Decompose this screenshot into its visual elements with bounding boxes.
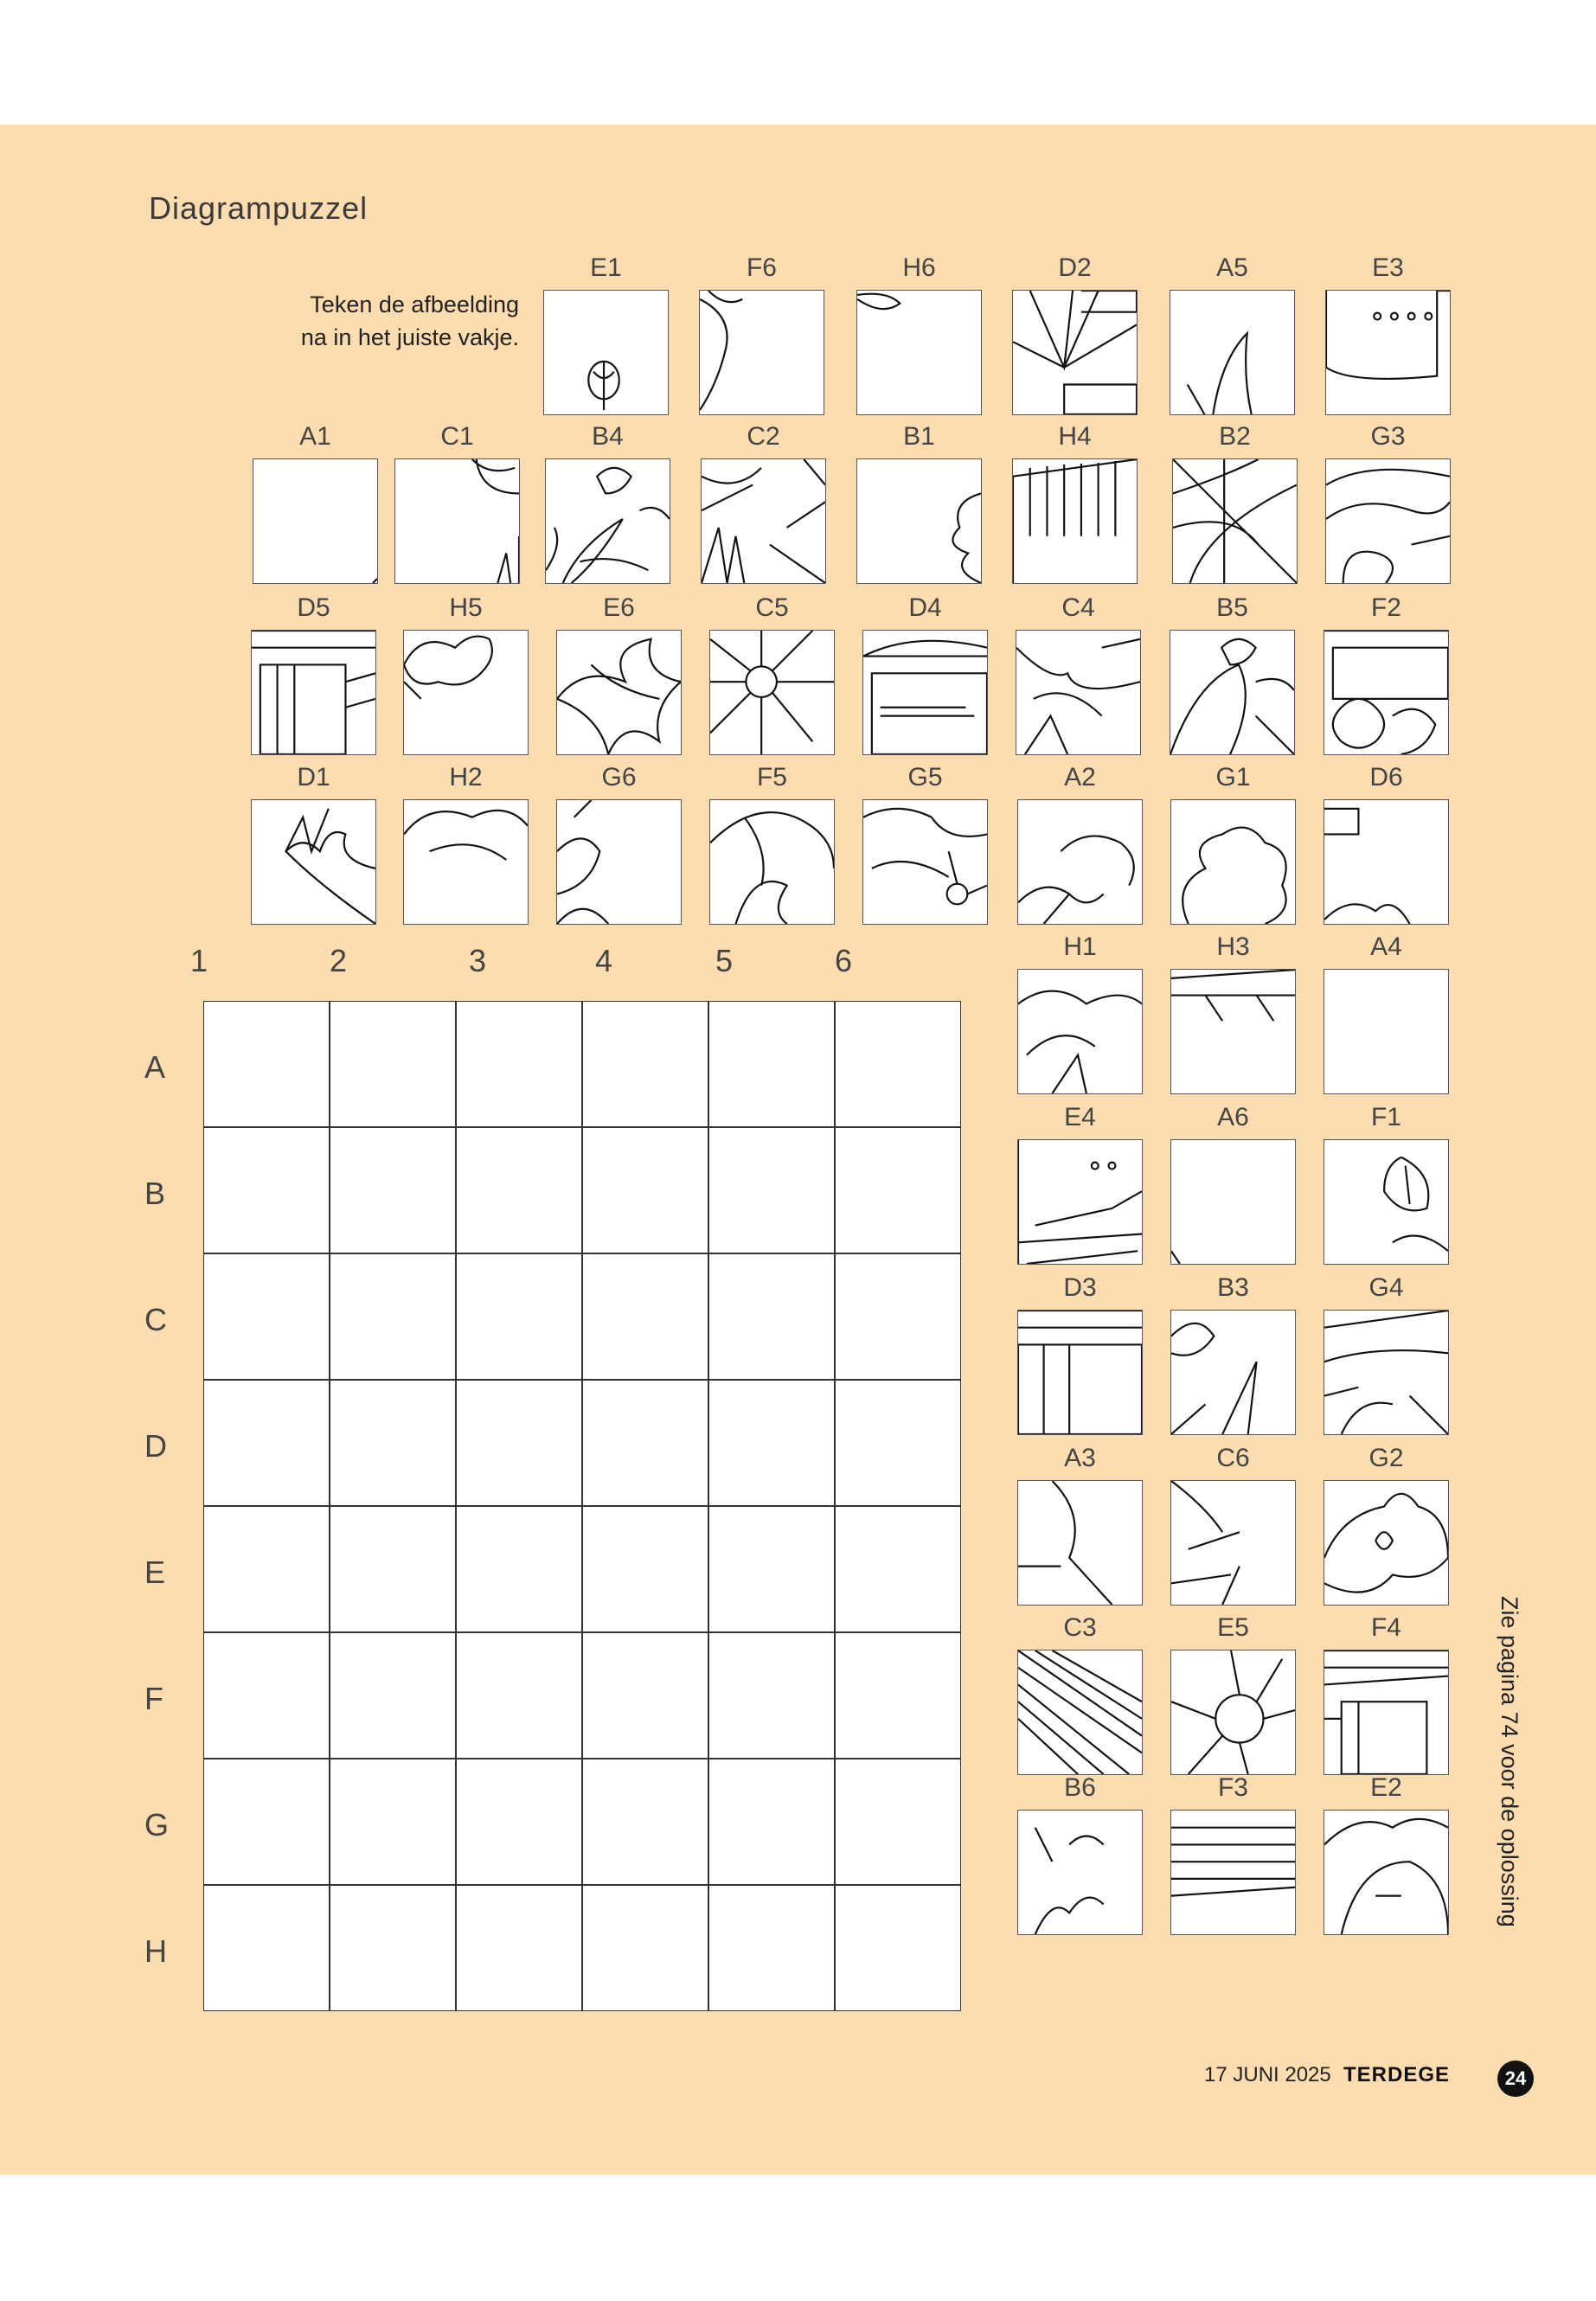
grid-cell[interactable] [203, 1885, 330, 2011]
tile-label: B2 [1219, 422, 1251, 451]
puzzle-piece [1324, 1650, 1449, 1775]
tile-label: C3 [1063, 1613, 1097, 1642]
tile-label: G6 [601, 763, 637, 792]
tile-label: G3 [1370, 422, 1406, 451]
tile-label: D4 [908, 593, 942, 622]
tile-label: C4 [1061, 593, 1095, 622]
grid-cell[interactable] [708, 1632, 835, 1759]
puzzle-piece [394, 458, 520, 584]
page-title: Diagrampuzzel [149, 190, 369, 226]
tile-label: F4 [1370, 1613, 1401, 1642]
puzzle-piece [545, 458, 670, 584]
tile-label: F5 [756, 763, 787, 792]
tile-label: F3 [1217, 1773, 1248, 1802]
puzzle-piece [1017, 1810, 1143, 1935]
grid-row-letter: G [144, 1807, 170, 1843]
puzzle-piece [1017, 1139, 1143, 1265]
puzzle-piece [543, 290, 669, 415]
tile-label: A2 [1064, 763, 1096, 792]
grid-cell[interactable] [582, 1506, 708, 1632]
puzzle-piece [701, 458, 826, 584]
footer-date: 17 JUNI 2025 [1204, 2063, 1331, 2086]
grid-row-letter: A [144, 1049, 166, 1085]
puzzle-piece [253, 458, 378, 584]
grid-cell[interactable] [835, 1127, 961, 1253]
grid-cell[interactable] [203, 1253, 330, 1380]
puzzle-piece [1324, 799, 1449, 925]
puzzle-piece [1170, 1139, 1296, 1265]
grid-cell[interactable] [330, 1001, 456, 1127]
puzzle-piece [556, 630, 682, 755]
grid-cell[interactable] [330, 1506, 456, 1632]
grid-row-letter: H [144, 1933, 167, 1969]
tile-label: D5 [297, 593, 330, 622]
grid-cell[interactable] [456, 1632, 582, 1759]
tile-label: E5 [1217, 1613, 1249, 1642]
grid-column-number: 6 [835, 943, 853, 978]
grid-cell[interactable] [456, 1885, 582, 2011]
puzzle-piece [1172, 458, 1298, 584]
instruction-text [268, 288, 519, 354]
grid-cell[interactable] [582, 1632, 708, 1759]
puzzle-piece [699, 290, 824, 415]
grid-column-number: 1 [190, 943, 208, 978]
grid-row-letter: C [144, 1302, 167, 1337]
puzzle-piece [1170, 630, 1295, 755]
tile-label: D2 [1058, 253, 1092, 282]
grid-cell[interactable] [203, 1127, 330, 1253]
grid-column-number: 4 [595, 943, 613, 978]
tile-label: B4 [592, 422, 624, 451]
grid-row-letter: D [144, 1428, 167, 1464]
grid-column-number: 3 [469, 943, 487, 978]
puzzle-piece [1324, 1310, 1449, 1435]
grid-cell[interactable] [708, 1759, 835, 1885]
puzzle-piece [1324, 969, 1449, 1094]
puzzle-piece [1170, 290, 1295, 415]
grid-cell[interactable] [203, 1001, 330, 1127]
puzzle-piece [1324, 1810, 1449, 1935]
tile-label: E3 [1372, 253, 1404, 282]
tile-label: C6 [1216, 1444, 1250, 1472]
grid-column-number: 2 [330, 943, 348, 978]
grid-cell[interactable] [456, 1506, 582, 1632]
puzzle-piece [403, 630, 529, 755]
grid-cell[interactable] [835, 1632, 961, 1759]
instruction-line-2: na in het juiste vakje. [300, 324, 519, 350]
puzzle-piece [862, 630, 988, 755]
grid-cell[interactable] [708, 1253, 835, 1380]
grid-cell[interactable] [456, 1001, 582, 1127]
tile-label: H2 [449, 763, 483, 792]
tile-label: E4 [1064, 1103, 1096, 1131]
puzzle-piece [1017, 799, 1143, 925]
puzzle-piece [1170, 799, 1296, 925]
puzzle-piece [1170, 969, 1296, 1094]
tile-label: G4 [1368, 1273, 1404, 1302]
puzzle-piece [1170, 1310, 1296, 1435]
grid-cell[interactable] [708, 1506, 835, 1632]
footer-brand: TERDEGE [1343, 2063, 1451, 2086]
tile-label: D6 [1369, 763, 1403, 792]
grid-cell[interactable] [835, 1380, 961, 1506]
tile-label: E2 [1370, 1773, 1402, 1802]
puzzle-piece [1325, 290, 1451, 415]
puzzle-piece [1324, 1139, 1449, 1265]
puzzle-piece [1017, 1480, 1143, 1606]
puzzle-piece [1012, 458, 1138, 584]
puzzle-piece [556, 799, 682, 925]
tile-label: B3 [1217, 1273, 1249, 1302]
grid-cell[interactable] [330, 1885, 456, 2011]
grid-cell[interactable] [582, 1380, 708, 1506]
tile-label: C2 [747, 422, 780, 451]
puzzle-piece [1017, 1310, 1143, 1435]
grid-cell[interactable] [330, 1253, 456, 1380]
puzzle-piece [1170, 1480, 1296, 1606]
grid-cell[interactable] [835, 1885, 961, 2011]
grid-cell[interactable] [582, 1001, 708, 1127]
puzzle-piece [251, 630, 376, 755]
grid-cell[interactable] [330, 1380, 456, 1506]
grid-cell[interactable] [456, 1380, 582, 1506]
puzzle-piece [403, 799, 529, 925]
grid-cell[interactable] [330, 1127, 456, 1253]
tile-label: F6 [746, 253, 777, 282]
tile-label: A1 [299, 422, 331, 451]
puzzle-piece [1170, 1650, 1296, 1775]
tile-label: A5 [1216, 253, 1248, 282]
puzzle-piece [1324, 630, 1449, 755]
tile-label: H3 [1216, 933, 1250, 961]
tile-label: G5 [907, 763, 943, 792]
grid-cell[interactable] [203, 1632, 330, 1759]
grid-cell[interactable] [330, 1632, 456, 1759]
puzzle-piece [856, 290, 982, 415]
puzzle-piece [1325, 458, 1451, 584]
puzzle-piece [1017, 969, 1143, 1094]
tile-label: A3 [1064, 1444, 1096, 1472]
puzzle-piece [709, 630, 835, 755]
tile-label: H4 [1058, 422, 1092, 451]
puzzle-piece [251, 799, 376, 925]
tile-label: B5 [1216, 593, 1248, 622]
puzzle-piece [1324, 1480, 1449, 1606]
puzzle-piece [856, 458, 982, 584]
grid-cell[interactable] [708, 1001, 835, 1127]
instruction-line-1: Teken de afbeelding [310, 292, 519, 317]
grid-cell[interactable] [330, 1759, 456, 1885]
grid-cell[interactable] [582, 1253, 708, 1380]
tile-label: F2 [1370, 593, 1401, 622]
grid-cell[interactable] [582, 1127, 708, 1253]
page-number-badge: 24 [1497, 2061, 1534, 2097]
tile-label: E1 [590, 253, 622, 282]
grid-cell[interactable] [203, 1506, 330, 1632]
grid-column-number: 5 [715, 943, 734, 978]
grid-cell[interactable] [456, 1759, 582, 1885]
grid-cell[interactable] [456, 1253, 582, 1380]
grid-cell[interactable] [835, 1506, 961, 1632]
grid-row-letter: E [144, 1554, 166, 1590]
tile-label: A6 [1217, 1103, 1249, 1131]
grid-cell[interactable] [582, 1759, 708, 1885]
grid-cell[interactable] [708, 1127, 835, 1253]
grid-cell[interactable] [835, 1759, 961, 1885]
grid-cell[interactable] [582, 1885, 708, 2011]
tile-label: H1 [1063, 933, 1097, 961]
tile-label: G1 [1215, 763, 1251, 792]
puzzle-piece [1017, 1650, 1143, 1775]
tile-label: C5 [755, 593, 789, 622]
tile-label: B6 [1064, 1773, 1096, 1802]
puzzle-piece [1016, 630, 1141, 755]
tile-label: G2 [1368, 1444, 1404, 1472]
puzzle-piece [709, 799, 835, 925]
grid-cell[interactable] [456, 1127, 582, 1253]
grid-row-letter: B [144, 1176, 166, 1211]
grid-cell[interactable] [835, 1001, 961, 1127]
puzzle-piece [862, 799, 988, 925]
tile-label: E6 [603, 593, 635, 622]
tile-label: D3 [1063, 1273, 1097, 1302]
tile-label: H6 [902, 253, 936, 282]
grid-cell[interactable] [708, 1380, 835, 1506]
tile-label: B1 [903, 422, 935, 451]
tile-label: C1 [440, 422, 474, 451]
puzzle-piece [1170, 1810, 1296, 1935]
tile-label: F1 [1370, 1103, 1401, 1131]
tile-label: H5 [449, 593, 483, 622]
grid-cell[interactable] [835, 1253, 961, 1380]
grid-cell[interactable] [203, 1380, 330, 1506]
solution-note: Zie pagina 74 voor de oplossing [1497, 1596, 1522, 1927]
grid-cell[interactable] [203, 1759, 330, 1885]
grid-cell[interactable] [708, 1885, 835, 2011]
tile-label: D1 [297, 763, 330, 792]
tile-label: A4 [1370, 933, 1402, 961]
puzzle-piece [1012, 290, 1138, 415]
grid-row-letter: F [144, 1681, 163, 1716]
